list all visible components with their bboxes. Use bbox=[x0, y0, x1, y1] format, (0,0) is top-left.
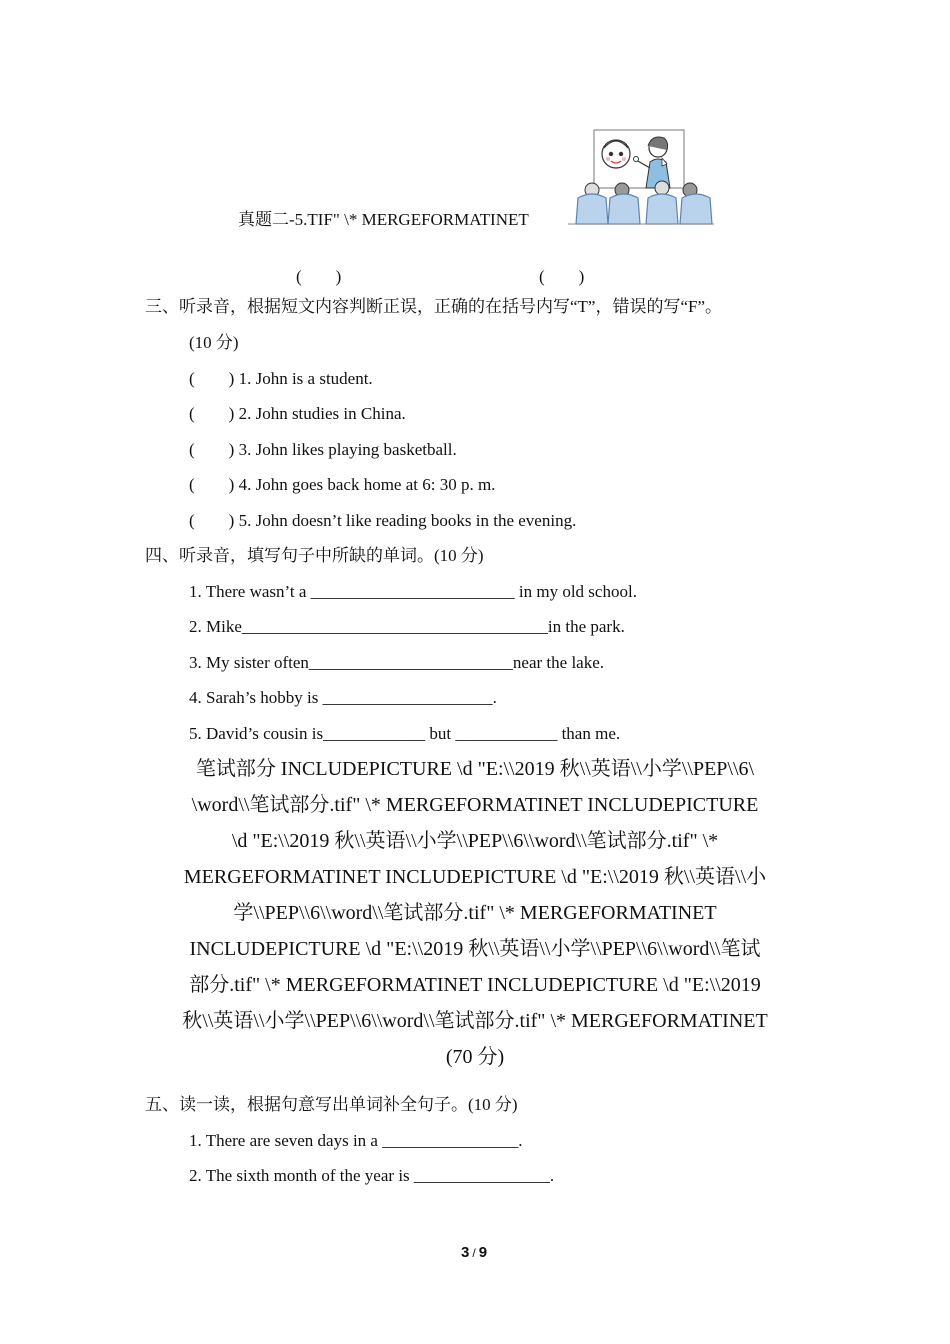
classroom-illustration bbox=[566, 128, 716, 228]
section3-item bbox=[189, 511, 576, 531]
heading-line: 部分.tif" \* MERGEFORMATINET INCLUDEPICTURE \d "E:\\2019 bbox=[189, 974, 761, 996]
answer-paren[interactable]: ( ) bbox=[189, 440, 235, 459]
statement-text: 5. John doesn’t like reading books in the evening. bbox=[238, 511, 577, 530]
page-separator: / bbox=[472, 1246, 476, 1260]
image-caption: 真题二-5.TIF" \* MERGEFORMATINET bbox=[238, 210, 529, 229]
section3-item bbox=[189, 404, 406, 424]
fill-blank-sentence[interactable]: 2. The sixth month of the year is ________________. bbox=[189, 1166, 555, 1185]
statement-text: 1. John is a student. bbox=[238, 369, 373, 388]
section3-item bbox=[189, 369, 373, 389]
answer-paren-1[interactable]: ( ) bbox=[296, 267, 342, 286]
answer-paren[interactable]: ( ) bbox=[189, 404, 235, 423]
answer-paren[interactable]: ( ) bbox=[189, 475, 235, 494]
statement-text: 3. John likes playing basketball. bbox=[238, 440, 457, 459]
fill-blank-sentence[interactable]: 5. David’s cousin is____________ but ____________ than me. bbox=[189, 724, 621, 743]
fill-blank-sentence[interactable]: 4. Sarah’s hobby is ____________________. bbox=[189, 688, 497, 707]
section4-title: 四、听录音，填写句子中所缺的单词。(10 分) bbox=[145, 546, 484, 565]
written-part-heading bbox=[140, 751, 810, 1075]
statement-text: 4. John goes back home at 6: 30 p. m. bbox=[238, 475, 496, 494]
answer-paren[interactable]: ( ) bbox=[189, 369, 235, 388]
heading-line: \d "E:\\2019 秋\\英语\\小学\\PEP\\6\\word\\笔试部分.tif" \* bbox=[231, 830, 719, 852]
fill-blank-sentence[interactable]: 1. There are seven days in a ________________. bbox=[189, 1131, 523, 1150]
answer-paren-2[interactable]: ( ) bbox=[539, 267, 585, 286]
fill-blank-sentence[interactable]: 3. My sister often________________________near the lake. bbox=[189, 653, 605, 672]
total-pages: 9 bbox=[478, 1244, 488, 1261]
page-number bbox=[461, 1244, 487, 1261]
section3-title: 三、听录音，根据短文内容判断正误，正确的在括号内写“T”，错误的写“F”。 bbox=[145, 297, 723, 316]
heading-line: \word\\笔试部分.tif" \* MERGEFORMATINET INCLUDEPICTURE bbox=[191, 794, 759, 816]
heading-line: 笔试部分 INCLUDEPICTURE \d "E:\\2019 秋\\英语\\小学\\PEP\\6\ bbox=[195, 758, 755, 780]
heading-line: MERGEFORMATINET INCLUDEPICTURE \d "E:\\2019 秋\\英语\\小 bbox=[183, 866, 767, 888]
heading-score: (70 分) bbox=[445, 1046, 505, 1068]
heading-line: 秋\\英语\\小学\\PEP\\6\\word\\笔试部分.tif" \* MERGEFORMATINET bbox=[182, 1010, 768, 1032]
fill-blank-sentence[interactable]: 1. There wasn’t a ________________________ in my old school. bbox=[189, 582, 637, 601]
heading-line: 学\\PEP\\6\\word\\笔试部分.tif" \* MERGEFORMATINET bbox=[233, 902, 717, 924]
answer-paren[interactable]: ( ) bbox=[189, 511, 235, 530]
fill-blank-sentence[interactable]: 2. Mike____________________________________in the park. bbox=[189, 617, 625, 636]
heading-line: INCLUDEPICTURE \d "E:\\2019 秋\\英语\\小学\\PEP\\6\\word\\笔试 bbox=[189, 938, 761, 960]
statement-text: 2. John studies in China. bbox=[238, 404, 406, 423]
section3-item bbox=[189, 475, 495, 495]
section3-score: (10 分) bbox=[189, 333, 239, 352]
section3-item bbox=[189, 440, 457, 460]
current-page: 3 bbox=[461, 1244, 470, 1261]
section5-title: 五、读一读，根据句意写出单词补全句子。(10 分) bbox=[145, 1095, 518, 1114]
